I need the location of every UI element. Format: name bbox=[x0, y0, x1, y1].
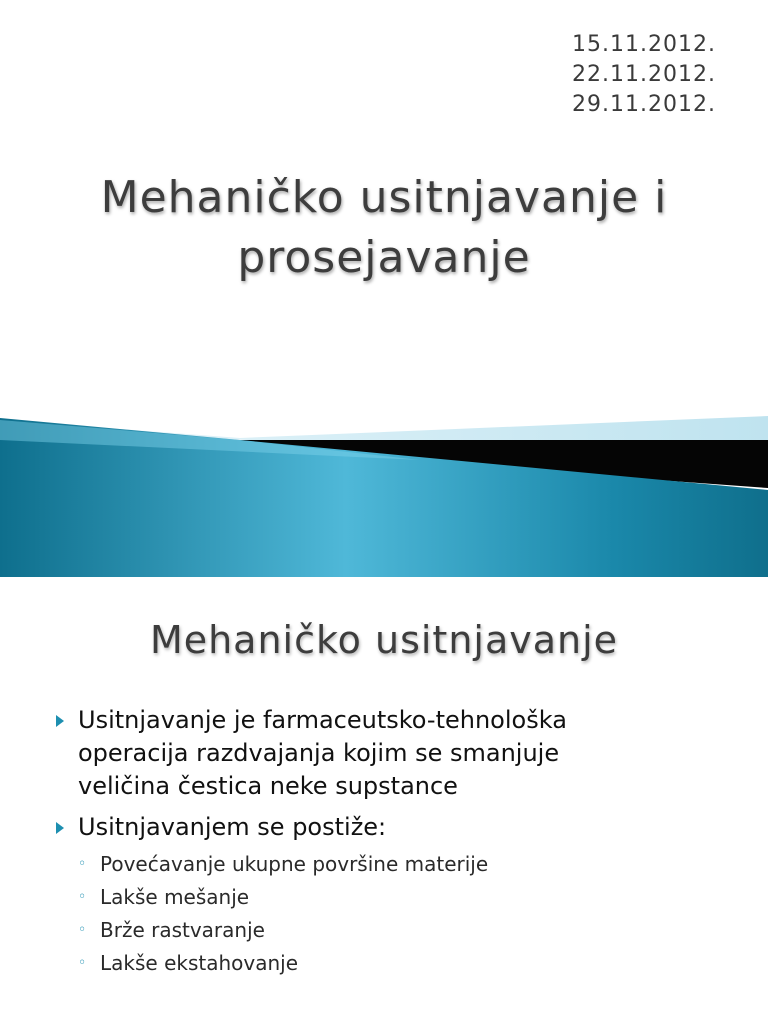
circle-bullet-icon: ◦ bbox=[78, 889, 87, 905]
bullet-list bbox=[54, 704, 734, 988]
bullet-line: operacija razdvajanja kojim se smanjuje bbox=[78, 739, 560, 767]
sub-bullet-text: Lakše mešanje bbox=[100, 885, 250, 909]
date-1: 15.11.2012. bbox=[572, 32, 716, 57]
date-2: 22.11.2012. bbox=[572, 62, 716, 87]
decorative-wave-banner bbox=[0, 400, 768, 577]
bullet-line: veličina čestica neke supstance bbox=[78, 772, 458, 800]
bullet-line: Usitnjavanje je farmaceutsko-tehnološka bbox=[78, 706, 567, 734]
circle-bullet-icon: ◦ bbox=[78, 955, 87, 971]
dates-block bbox=[572, 30, 716, 120]
sub-bullet-item bbox=[78, 881, 734, 914]
date-3: 29.11.2012. bbox=[572, 92, 716, 117]
circle-bullet-icon: ◦ bbox=[78, 922, 87, 938]
sub-bullet-text: Brže rastvaranje bbox=[100, 918, 265, 942]
title-line-1: Mehaničko usitnjavanje i bbox=[100, 172, 668, 223]
sub-bullet-list bbox=[78, 848, 734, 980]
sub-bullet-text: Lakše ekstahovanje bbox=[100, 951, 299, 975]
sub-bullet-item bbox=[78, 947, 734, 980]
slide-title-heading bbox=[0, 168, 768, 288]
circle-bullet-icon: ◦ bbox=[78, 856, 87, 872]
sub-bullet-item bbox=[78, 848, 734, 881]
sub-bullet-item bbox=[78, 914, 734, 947]
bullet-item bbox=[54, 811, 734, 980]
sub-bullet-text: Povećavanje ukupne površine materije bbox=[100, 852, 489, 876]
slide-content bbox=[0, 577, 768, 1024]
triangle-bullet-icon bbox=[56, 822, 64, 834]
bullet-text: Usitnjavanjem se postiže: bbox=[78, 813, 387, 841]
triangle-bullet-icon bbox=[56, 715, 64, 727]
slide-content-heading: Mehaničko usitnjavanje bbox=[149, 618, 619, 662]
bullet-item bbox=[54, 704, 734, 803]
title-line-2: prosejavanje bbox=[237, 232, 531, 283]
